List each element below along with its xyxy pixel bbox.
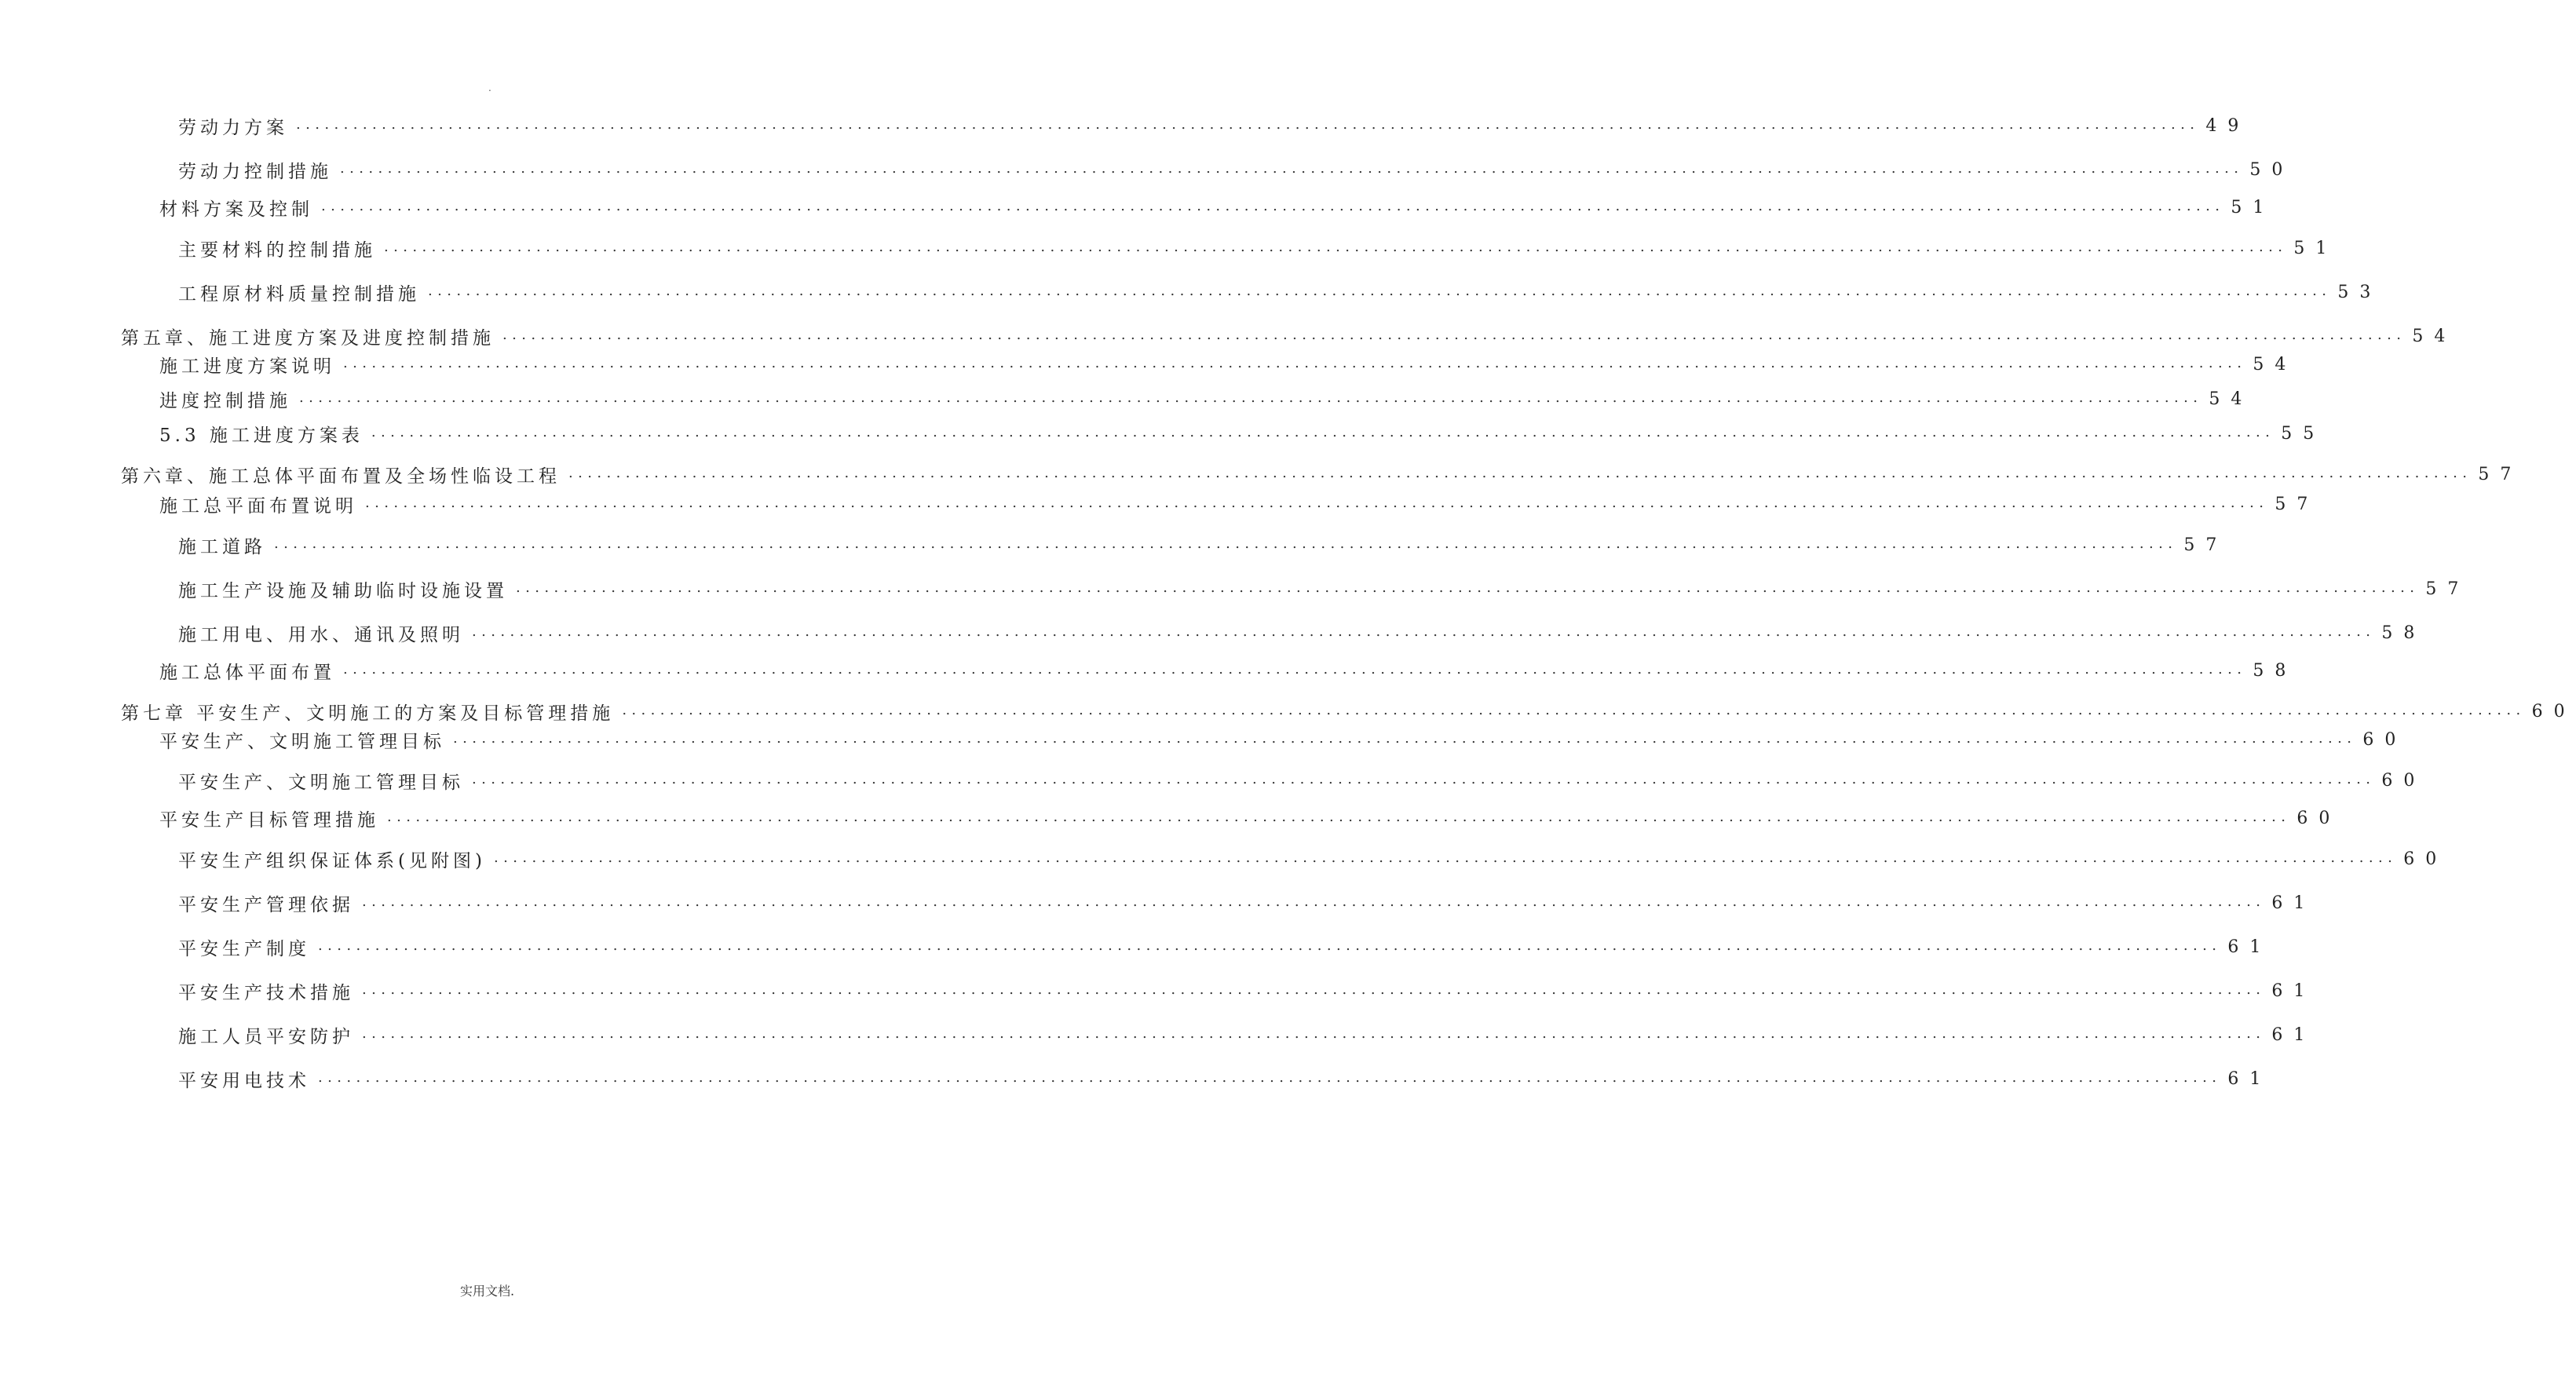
toc-entry-label: 施工总体平面布置	[159, 662, 335, 683]
toc-dot-leader: ........................................................................................................................................................................................................	[343, 660, 2247, 678]
toc-entry-label: 劳动力方案	[178, 117, 288, 138]
toc-entry-label: 平安用电技术	[178, 1070, 310, 1091]
toc-dot-leader: ........................................................................................................................................................................................................	[568, 464, 2472, 481]
toc-entry-label: 施工人员平安防护	[178, 1026, 354, 1047]
toc-entry-chapter[interactable]	[121, 461, 2523, 488]
toc-entry-page: 55	[2281, 423, 2326, 444]
toc-entry-label: 施工生产设施及辅助临时设施设置	[178, 580, 508, 601]
toc-entry-page: 51	[2293, 238, 2338, 258]
toc-entry[interactable]	[159, 351, 2297, 378]
toc-dot-leader: ........................................................................................................................................................................................................	[343, 354, 2247, 371]
toc-entry-page: 51	[2231, 197, 2275, 217]
toc-entry-label: 施工用电、用水、通讯及照明	[178, 624, 464, 645]
toc-entry-page: 57	[2275, 494, 2319, 514]
toc-dot-leader: ........................................................................................................................................................................................................	[493, 849, 2398, 866]
toc-entry-page: 57	[2478, 464, 2523, 484]
toc-dot-leader: ........................................................................................................................................................................................................	[296, 115, 2200, 133]
toc-entry-page: 61	[2227, 1068, 2272, 1089]
toc-dot-leader: ........................................................................................................................................................................................................	[472, 623, 2376, 640]
toc-entry-page: 61	[2271, 981, 2316, 1001]
toc-entry-label: 进度控制措施	[159, 390, 291, 411]
toc-entry-label: 5.3 施工进度方案表	[159, 425, 364, 446]
toc-entry-page: 54	[2209, 389, 2253, 409]
toc-entry-label: 第五章、施工进度方案及进度控制措施	[121, 327, 495, 349]
toc-dot-leader: ........................................................................................................................................................................................................	[362, 1025, 2266, 1042]
toc-entry-page: 53	[2337, 282, 2382, 302]
toc-dot-leader: ........................................................................................................................................................................................................	[340, 159, 2244, 177]
toc-entry[interactable]	[159, 657, 2297, 684]
toc-entry[interactable]	[178, 531, 2228, 558]
toc-entry-page: 54	[2412, 326, 2457, 346]
toc-dot-leader: ........................................................................................................................................................................................................	[318, 1068, 2222, 1086]
toc-entry[interactable]	[178, 575, 2470, 602]
toc-entry-page: 58	[2381, 623, 2426, 643]
toc-entry[interactable]	[159, 385, 2253, 412]
toc-entry-page: 49	[2205, 115, 2250, 136]
toc-entry-label: 施工进度方案说明	[159, 356, 335, 377]
toc-dot-leader: ........................................................................................................................................................................................................	[428, 282, 2332, 299]
toc-entry-label: 平安生产、文明施工管理目标	[159, 731, 445, 752]
toc-entry-page: 57	[2425, 579, 2470, 599]
toc-entry-page: 61	[2227, 937, 2272, 957]
toc-entry-label: 平安生产组织保证体系(见附图)	[178, 850, 486, 871]
toc-dot-leader: ........................................................................................................................................................................................................	[472, 770, 2376, 787]
toc-dot-leader: ........................................................................................................................................................................................................	[365, 494, 2269, 511]
toc-entry[interactable]	[178, 846, 2448, 872]
toc-entry-page: 61	[2271, 1025, 2316, 1045]
toc-entry[interactable]	[159, 805, 2341, 831]
toc-entry[interactable]	[178, 235, 2338, 261]
toc-entry-label: 材料方案及控制	[159, 199, 313, 220]
toc-entry-label: 施工道路	[178, 536, 266, 557]
toc-entry-label: 第六章、施工总体平面布置及全场性临设工程	[121, 466, 561, 487]
toc-entry-label: 平安生产目标管理措施	[159, 809, 379, 831]
toc-entry[interactable]	[178, 619, 2426, 646]
toc-dot-leader: ........................................................................................................................................................................................................	[371, 423, 2275, 440]
toc-entry-page: 60	[2403, 849, 2448, 869]
toc-entry[interactable]	[178, 156, 2294, 183]
toc-entry[interactable]	[159, 491, 2319, 517]
toc-entry-page: 60	[2531, 701, 2576, 721]
toc-entry[interactable]	[178, 889, 2316, 916]
toc-entry[interactable]	[159, 726, 2407, 753]
toc-entry-label: 工程原材料质量控制措施	[178, 283, 420, 305]
toc-entry-page: 57	[2183, 535, 2228, 555]
toc-entry[interactable]	[159, 420, 2326, 447]
toc-entry-label: 主要材料的控制措施	[178, 239, 376, 261]
toc-dot-leader: ........................................................................................................................................................................................................	[318, 937, 2222, 954]
toc-dot-leader: ........................................................................................................................................................................................................	[502, 326, 2406, 343]
toc-dot-leader: ........................................................................................................................................................................................................	[362, 981, 2266, 998]
toc-entry-page: 60	[2362, 729, 2407, 750]
toc-entry-page: 54	[2253, 354, 2297, 374]
page-footer: 实用文档.	[459, 1284, 515, 1298]
toc-entry-page: 61	[2271, 893, 2316, 913]
toc-dot-leader: ........................................................................................................................................................................................................	[622, 701, 2526, 718]
toc-entry-label: 平安生产管理依据	[178, 894, 354, 915]
toc-entry-label: 平安生产制度	[178, 938, 310, 959]
toc-entry[interactable]	[178, 1065, 2272, 1092]
toc-entry-page: 58	[2253, 660, 2297, 681]
toc-entry[interactable]	[178, 933, 2272, 960]
toc-entry-label: 劳动力控制措施	[178, 161, 332, 182]
toc-entry[interactable]	[178, 279, 2382, 305]
toc-entry-page: 50	[2249, 159, 2294, 180]
toc-entry[interactable]	[178, 767, 2426, 794]
toc-entry-label: 平安生产、文明施工管理目标	[178, 772, 464, 793]
toc-dot-leader: ........................................................................................................................................................................................................	[516, 579, 2420, 596]
toc-entry[interactable]	[178, 112, 2250, 139]
toc-dot-leader: ........................................................................................................................................................................................................	[299, 389, 2203, 406]
toc-dot-leader: ........................................................................................................................................................................................................	[362, 893, 2266, 910]
toc-dot-leader: ........................................................................................................................................................................................................	[387, 808, 2291, 825]
toc-dot-leader: ........................................................................................................................................................................................................	[453, 729, 2357, 747]
header-mark: .	[488, 82, 491, 93]
toc-entry-page: 60	[2296, 808, 2341, 828]
toc-entry-chapter[interactable]	[121, 323, 2457, 349]
toc-entry-page: 60	[2381, 770, 2426, 791]
toc-entry-label: 第七章 平安生产、文明施工的方案及目标管理措施	[121, 703, 615, 724]
toc-entry-chapter[interactable]	[121, 698, 2576, 725]
toc-dot-leader: ........................................................................................................................................................................................................	[274, 535, 2178, 552]
toc-entry[interactable]	[178, 977, 2316, 1004]
toc-entry[interactable]	[178, 1021, 2316, 1048]
toc-entry[interactable]	[159, 194, 2275, 221]
toc-entry-label: 施工总平面布置说明	[159, 495, 357, 517]
toc-entry-label: 平安生产技术措施	[178, 982, 354, 1003]
toc-dot-leader: ........................................................................................................................................................................................................	[321, 197, 2225, 214]
toc-dot-leader: ........................................................................................................................................................................................................	[384, 238, 2288, 255]
